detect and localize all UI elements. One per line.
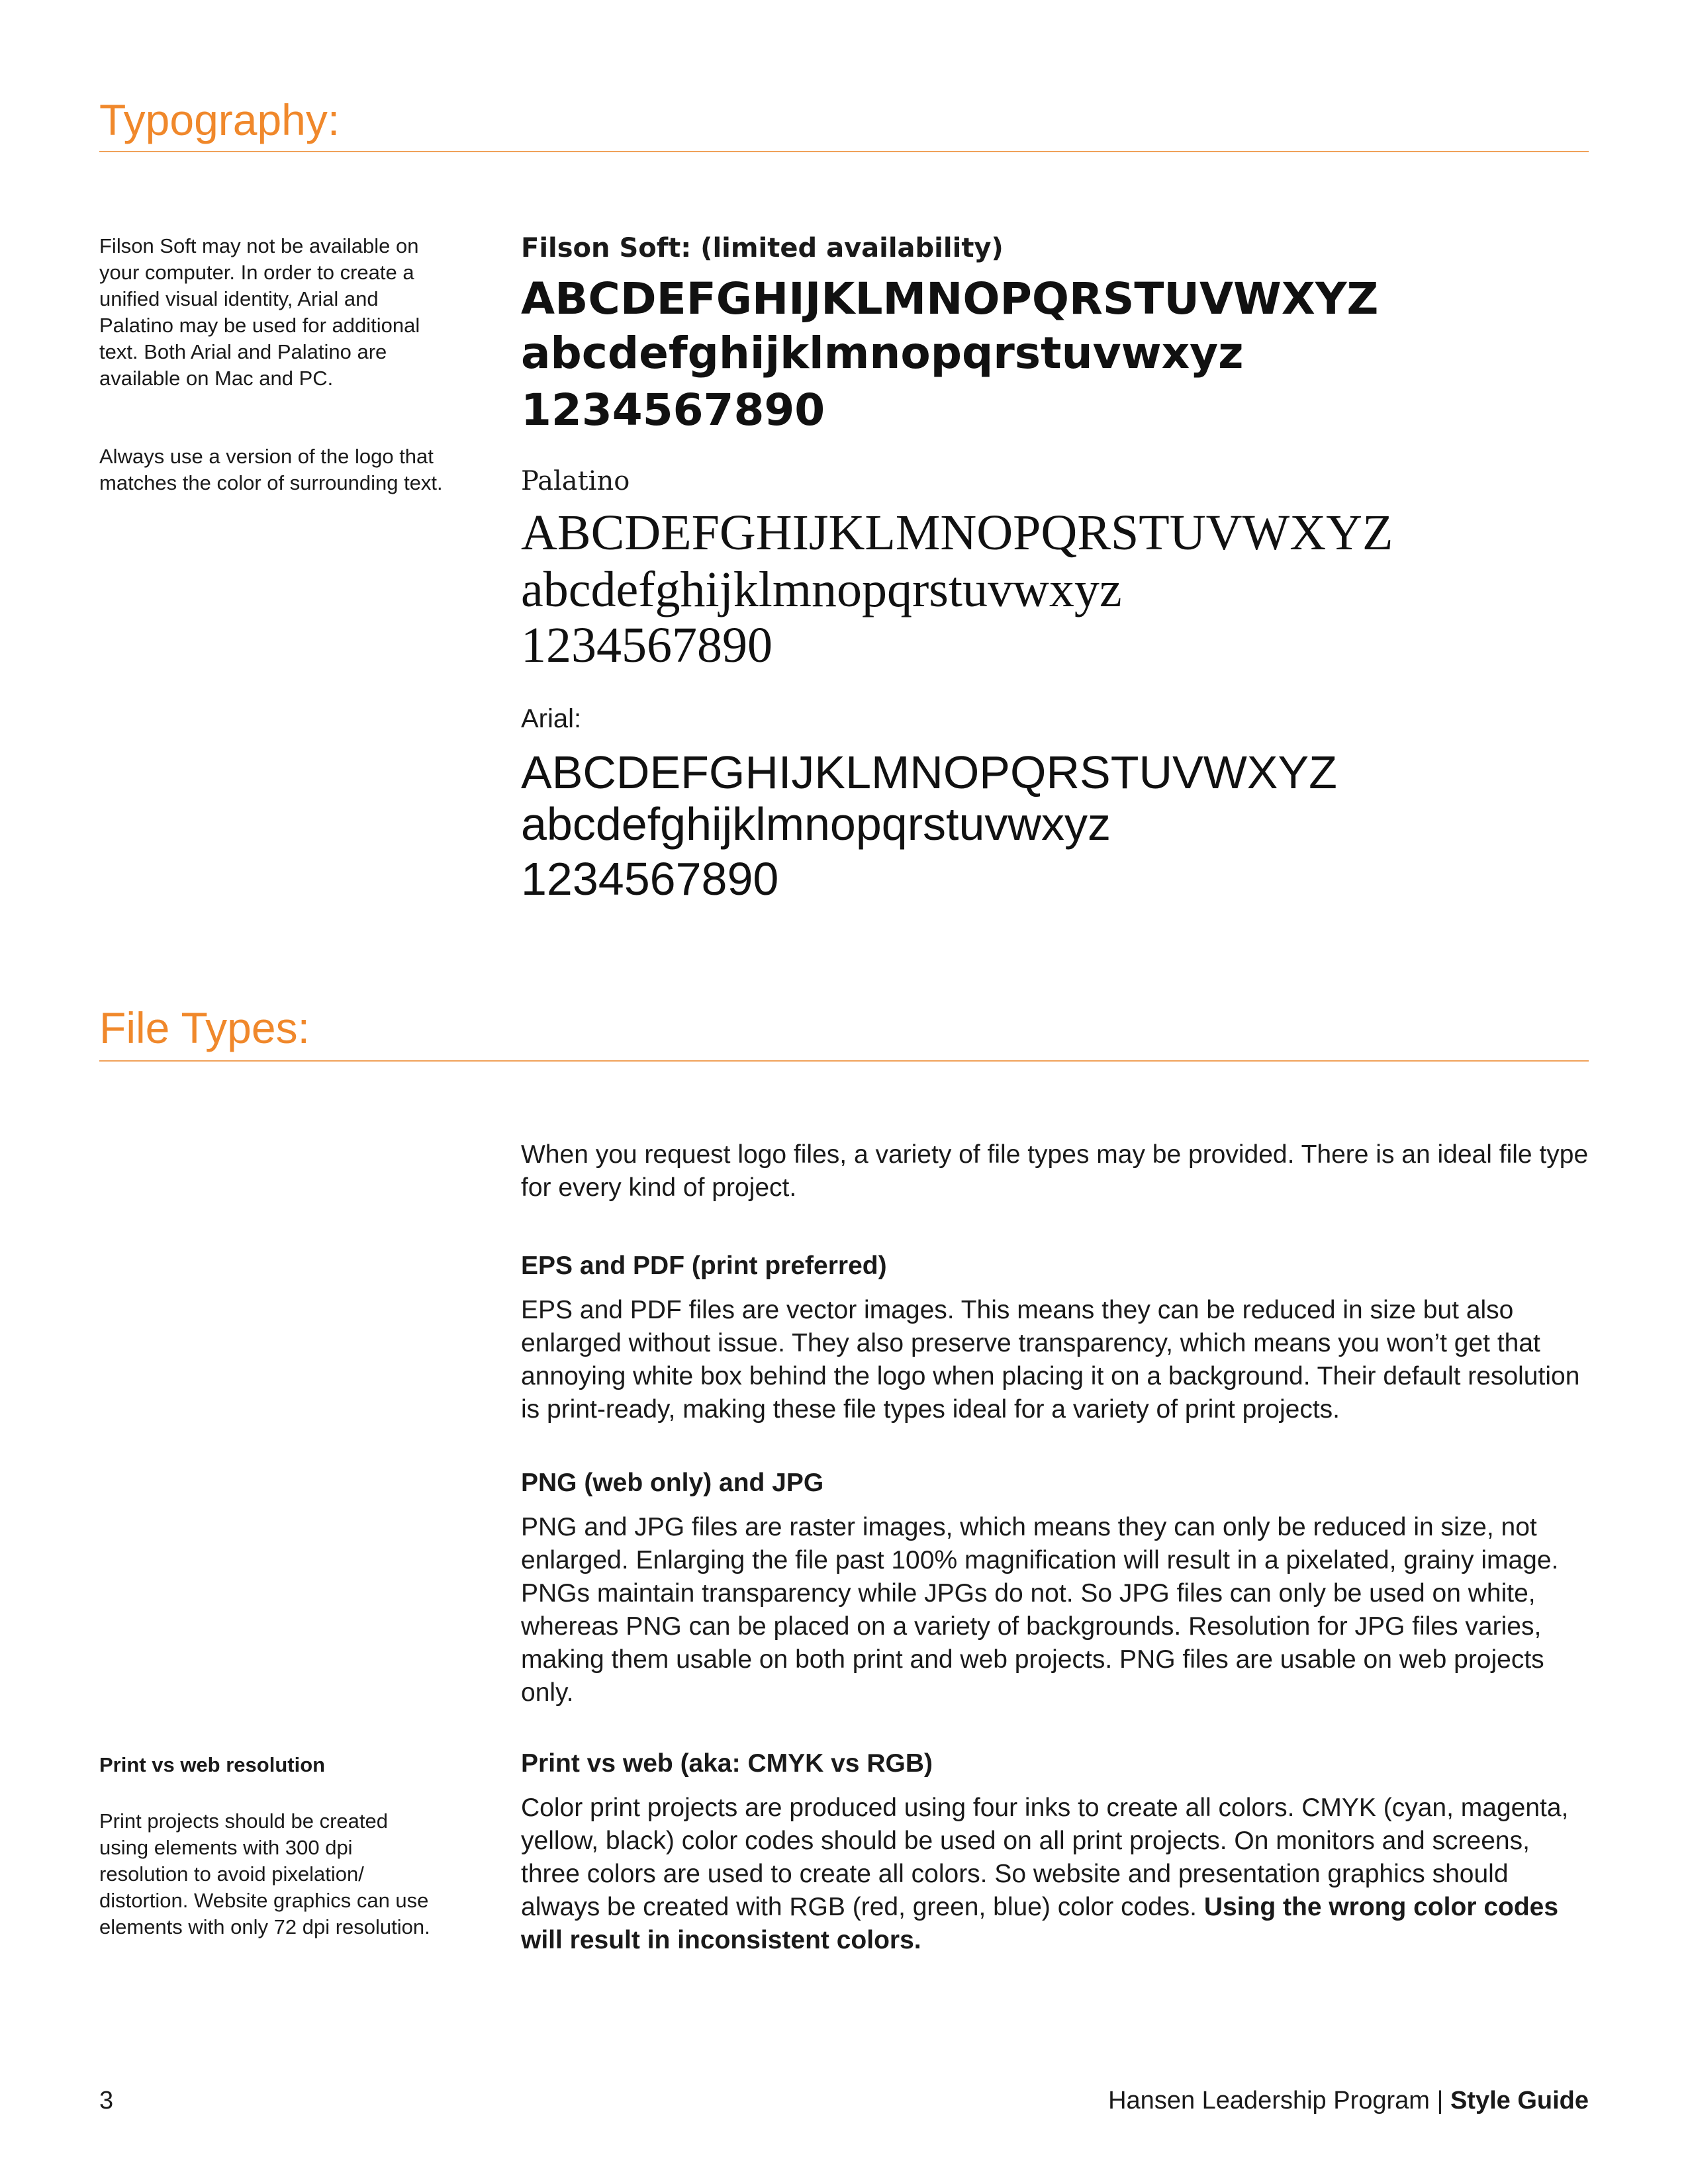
typography-divider [99,151,1589,152]
eps-body: EPS and PDF files are vector images. This means they can be reduced in size but also enlarged without issue. They also preserve transparency, which means you won’t get that annoying white box behind the logo when placing it on a background. Their default resolution is print-ready, making these file types ideal for a variety of print projects. [521,1296,1580,1424]
print-web-body-text: Color print projects are produced using four inks to create all colors. CMYK (cyan, magenta, yellow, black) color codes should be used on all print projects. On monitors and screens, three colors are used to create all colors. So website and presentation graphics should always be created with RGB (red, green, blue) color codes. [521,1794,1569,1921]
footer-title [1108,2088,1589,2113]
palatino-uppercase: ABCDEFGHIJKLMNOPQRSTUVWXYZ [521,505,1393,561]
file-types-divider [99,1060,1589,1062]
print-web-warning: Using the wrong color codes will result in inconsistent colors. [521,1893,1559,1954]
resolution-side-body: Print projects should be created using elements with 300 dpi resolution to avoid pixelation/ distortion. Website graphics can use elements with only 72 dpi resolution. [99,1809,430,1938]
footer-guide: Style Guide [1450,2087,1589,2115]
font-label-palatino: Palatino [521,466,630,496]
sidebar-note-logo: Always use a version of the logo that matches the color of surrounding text. [99,445,443,494]
sidebar-note-fonts: Filson Soft may not be available on your computer. In order to create a unified visual identity, Arial and Palatino may be used for additional text. Both Arial and Palatino are available on Mac and PC. [99,234,420,390]
typography-sidebar [99,233,457,496]
filson-uppercase: ABCDEFGHIJKLMNOPQRSTUVWXYZ [521,273,1379,324]
png-heading: PNG (web only) and JPG [521,1469,824,1497]
palatino-digits: 1234567890 [521,617,773,673]
png-body: PNG and JPG files are raster images, which means they can only be reduced in size, not enlarged. Enlarging the file past 100% magnification will result in a pixelated, grainy image. PNGs maintain transparency while JPGs do not. So JPG files can only be used on white, whereas PNG can be placed on a variety of backgrounds. Resolution for JPG files varies, making them usable on both print and web projects. PNG files are usable on web projects only. [521,1513,1559,1707]
file-types-title: File Types: [99,1003,310,1052]
palatino-lowercase: abcdefghijklmnopqrstuvwxyz [521,562,1122,617]
font-label-filson: Filson Soft: (limited availability) [521,233,1004,263]
print-web-heading: Print vs web (aka: CMYK vs RGB) [521,1749,933,1778]
typography-title: Typography: [99,95,340,144]
footer-program: Hansen Leadership Program | [1108,2087,1444,2115]
print-web-body [521,1792,1590,1957]
file-types-intro: When you request logo files, a variety of file types may be provided. There is an ideal file type for every kind of project. [521,1140,1589,1202]
arial-digits: 1234567890 [521,853,779,905]
eps-heading: EPS and PDF (print preferred) [521,1251,887,1280]
page-number: 3 [99,2087,114,2115]
arial-uppercase: ABCDEFGHIJKLMNOPQRSTUVWXYZ [521,747,1337,798]
filson-digits: 1234567890 [521,385,825,435]
arial-lowercase: abcdefghijklmnopqrstuvwxyz [521,798,1111,850]
resolution-side-heading: Print vs web resolution [99,1753,326,1776]
font-label-arial: Arial: [521,704,582,733]
filson-lowercase: abcdefghijklmnopqrstuvwxyz [521,328,1244,379]
